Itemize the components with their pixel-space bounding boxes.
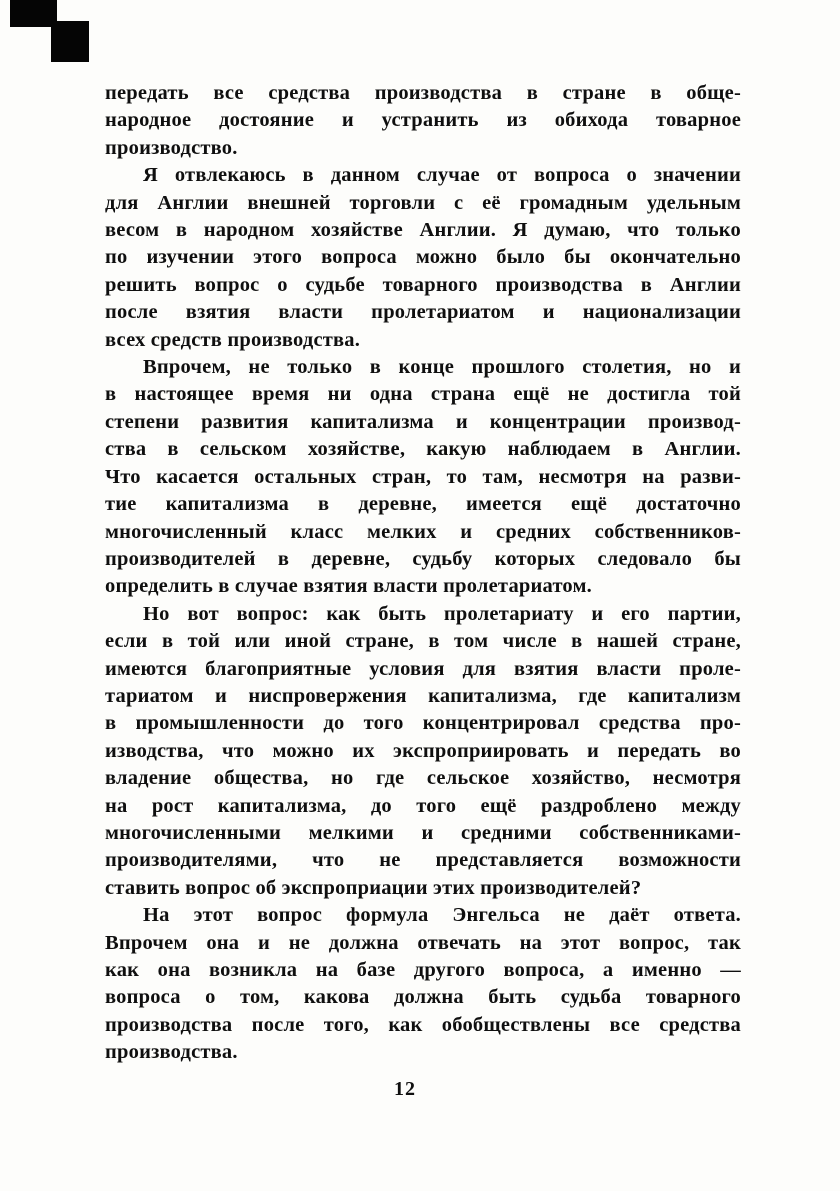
text-line: производства. xyxy=(105,1041,238,1064)
text-line: определить в случае взятия власти пролетариатом. xyxy=(105,575,592,598)
text-line: решить вопрос о судьбе товарного производства в Англии xyxy=(105,273,741,296)
text-line: многочисленными мелкими и средними собственниками- xyxy=(105,821,741,844)
text-line: по изучении этого вопроса можно было бы окончательно xyxy=(105,246,741,269)
text-line: если в той или иной стране, в том числе в нашей стране, xyxy=(105,630,741,653)
text-line: На этот вопрос формула Энгельса не даёт ответа. xyxy=(143,904,741,927)
text-block xyxy=(105,80,741,1067)
text-line: в промышленности до того концентрировал средства про- xyxy=(105,712,741,735)
text-line: Я отвлекаюсь в данном случае от вопроса о значении xyxy=(143,164,741,187)
text-line: Впрочем она и не должна отвечать на этот вопрос, так xyxy=(105,931,741,954)
text-line: всех средств производства. xyxy=(105,328,361,351)
text-line: после взятия власти пролетариатом и национализации xyxy=(105,301,741,324)
text-line: владение общества, но где сельское хозяйство, несмотря xyxy=(105,767,741,790)
text-line: степени развития капитализма и концентрации производ- xyxy=(105,410,741,433)
text-line: производителями, что не представляется возможности xyxy=(105,849,741,872)
text-line: вопроса о том, какова должна быть судьба товарного xyxy=(105,986,741,1009)
text-line: тариатом и ниспровержения капитализма, где капитализм xyxy=(105,684,741,707)
text-line: для Англии внешней торговли с её громадным удельным xyxy=(105,191,741,214)
page-number: 12 xyxy=(394,1078,416,1100)
text-line: весом в народном хозяйстве Англии. Я думаю, что только xyxy=(105,219,741,242)
text-line: тие капитализма в деревне, имеется ещё достаточно xyxy=(105,493,741,516)
text-line: Впрочем, не только в конце прошлого столетия, но и xyxy=(143,356,741,379)
ink-blot-mark-top xyxy=(10,0,57,27)
ink-blot-mark-bottom xyxy=(51,21,89,62)
text-line: передать все средства производства в стране в обще- xyxy=(105,82,741,104)
text-line: производителей в деревне, судьбу которых следовало бы xyxy=(105,547,741,570)
text-line: производство. xyxy=(105,136,238,159)
text-line: Но вот вопрос: как быть пролетариату и его партии, xyxy=(143,602,741,625)
text-line: производства после того, как обобществлены все средства xyxy=(105,1013,741,1036)
text-line: ства в сельском хозяйстве, какую наблюдаем в Англии. xyxy=(105,438,741,461)
text-line: народное достояние и устранить из обихода товарное xyxy=(105,109,741,132)
text-line: имеются благоприятные условия для взятия власти проле- xyxy=(105,657,741,680)
text-line: изводства, что можно их экспроприировать и передать во xyxy=(105,739,741,762)
text-line: на рост капитализма, до того ещё раздроблено между xyxy=(105,794,741,817)
text-line: Что касается остальных стран, то там, несмотря на разви- xyxy=(105,465,741,488)
text-line: многочисленный класс мелких и средних собственников- xyxy=(105,520,741,543)
text-line: в настоящее время ни одна страна ещё не достигла той xyxy=(105,383,741,406)
text-line: как она возникла на базе другого вопроса, а именно — xyxy=(105,959,741,981)
text-line: ставить вопрос об экспроприации этих производителей? xyxy=(105,876,642,899)
